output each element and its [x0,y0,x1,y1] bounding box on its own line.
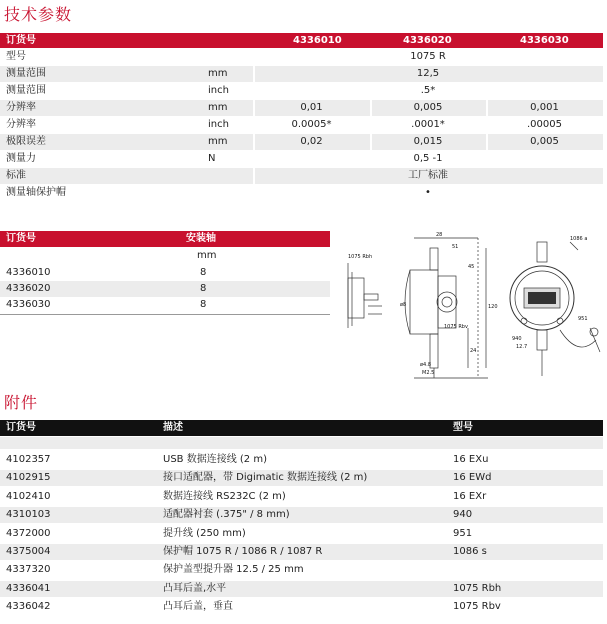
mount-row [0,265,330,281]
acc-header-order: 订货号 [6,422,36,433]
spec-row [0,83,603,99]
spec-value: 0,015 [413,136,443,147]
spec-label: 测量范围 [6,85,46,96]
spec-label: 测量轴保护帽 [6,187,66,198]
specs-header-col2: 4336020 [403,35,452,46]
spec-label: 测量范围 [6,68,46,79]
accessory-row [0,581,603,597]
spec-row [0,168,603,184]
mount-value: 8 [200,299,207,310]
accessory-order: 4102357 [6,454,51,465]
label-o48: ø4.8 [420,362,432,368]
label-m25: M2.5 [422,370,435,376]
label-120: 120 [488,304,498,310]
specs-header-col1: 4336010 [293,35,342,46]
specs-title: 技术参数 [4,5,73,24]
spec-value: 0,005 [530,136,559,147]
spec-row [0,49,603,65]
accessory-row [0,544,603,560]
accessory-order: 4375004 [6,546,51,557]
column-divider [486,117,488,133]
spec-value: .0001* [411,119,445,130]
column-divider [486,100,488,116]
mount-bottom-rule [0,314,330,315]
accessories-title: 附件 [4,393,39,412]
mount-unit-row [0,248,330,264]
spec-row [0,185,603,201]
mount-value: 8 [200,267,207,278]
accessory-row [0,489,603,505]
accessory-row [0,599,603,615]
accessory-desc: 保护帽 1075 R / 1086 R / 1087 R [163,546,323,557]
accessory-order: 4310103 [6,509,51,521]
accessory-row [0,507,603,523]
accessory-row [0,562,603,578]
dimension-drawing-svg [338,228,606,388]
spec-unit: mm [208,102,228,113]
spec-row [0,100,603,116]
label-28: 28 [436,232,443,238]
accessory-order: 4102915 [6,472,51,484]
spec-value: 工厂标准 [408,170,448,181]
spec-value: 0,02 [300,136,323,147]
accessory-row [0,526,603,542]
accessory-desc: USB 数据连接线 (2 m) [163,454,267,465]
accessory-desc: 凸耳后盖，垂直 [163,601,233,613]
mount-header [0,231,330,247]
spec-value: .00005 [527,119,562,130]
spec-value: 0,001 [530,102,559,113]
spec-label: 分辨率 [6,119,36,130]
accessory-desc: 提升线 (250 mm) [163,527,246,539]
spec-value: 1075 R [410,51,446,62]
label-951: 951 [578,316,588,322]
label-1075rbh: 1075 Rbh [348,254,373,260]
spec-unit: inch [208,85,229,96]
spec-value: 12,5 [416,68,440,79]
spec-label: 极限误差 [6,136,46,147]
accessory-desc: 适配器衬套 (.375" / 8 mm) [163,509,290,521]
label-127: 12.7 [516,344,528,350]
accessory-model: 16 EWd [453,472,492,484]
accessory-desc: 凸耳后盖,水平 [163,582,227,594]
accessory-model: 16 EXr [453,490,487,502]
label-45: 45 [468,264,475,270]
mount-value: 8 [200,283,207,294]
accessory-desc: 保护盖型提升器 12.5 / 25 mm [163,564,304,576]
accessory-order: 4336042 [6,601,51,613]
spec-row [0,151,603,167]
column-divider [370,117,372,133]
acc-header-desc: 描述 [163,422,183,433]
accessory-row [0,452,603,468]
spec-unit: mm [208,136,228,147]
column-divider [370,134,372,150]
mount-header-shaft: 安装轴 [186,233,216,244]
accessory-order: 4102410 [6,490,51,502]
accessory-desc: 数据连接线 RS232C (2 m) [163,490,286,502]
mount-row [0,297,330,313]
dimension-drawing [338,228,606,388]
spec-unit: inch [208,119,229,130]
label-24: 24 [470,348,477,354]
accessory-model: 1075 Rbv [453,601,501,613]
spec-unit: mm [208,68,228,79]
spec-unit: N [208,153,216,164]
spec-value: • [425,187,431,198]
specs-header [0,33,603,48]
accessory-model: 1086 s [453,546,487,557]
label-1086a: 1086 a [570,236,588,242]
spec-value: 0,5 -1 [413,153,443,164]
acc-header-model: 型号 [453,422,473,433]
spec-row [0,134,603,150]
accessory-row [0,470,603,486]
specs-header-col3: 4336030 [520,35,569,46]
accessory-model: 16 EXu [453,454,489,465]
column-divider [486,134,488,150]
spec-row [0,66,603,82]
accessory-model: 951 [453,527,473,539]
mount-header-order: 订货号 [6,233,36,244]
mount-row [0,281,330,297]
accessory-model: 1075 Rbh [453,582,502,594]
acc-spacer-row [0,437,603,449]
mount-unit: mm [197,250,217,261]
spec-label: 标准 [6,170,26,181]
accessory-order: 4336041 [6,582,51,594]
spec-value: 0,005 [413,102,443,113]
spec-value: 0.0005* [291,119,332,130]
label-o8: ø8 [400,302,407,308]
mount-order: 4336020 [6,283,51,294]
mount-order: 4336010 [6,267,51,278]
spec-label: 型号 [6,51,26,62]
spec-label: 分辨率 [6,102,36,113]
spec-label: 测量力 [6,153,36,164]
mount-order: 4336030 [6,299,51,310]
label-1075rbv: 1075 Rbv [444,324,468,330]
label-51: 51 [452,244,459,250]
accessory-order: 4372000 [6,527,51,539]
accessory-desc: 接口适配器，带 Digimatic 数据连接线 (2 m) [163,472,368,484]
accessory-model: 940 [453,509,473,521]
specs-header-order: 订货号 [6,35,36,46]
label-940: 940 [512,336,522,342]
accessories-header [0,420,603,436]
accessory-order: 4337320 [6,564,51,576]
spec-row [0,117,603,133]
spec-value: .5* [420,85,436,96]
column-divider [370,100,372,116]
spec-value: 0,01 [300,102,323,113]
